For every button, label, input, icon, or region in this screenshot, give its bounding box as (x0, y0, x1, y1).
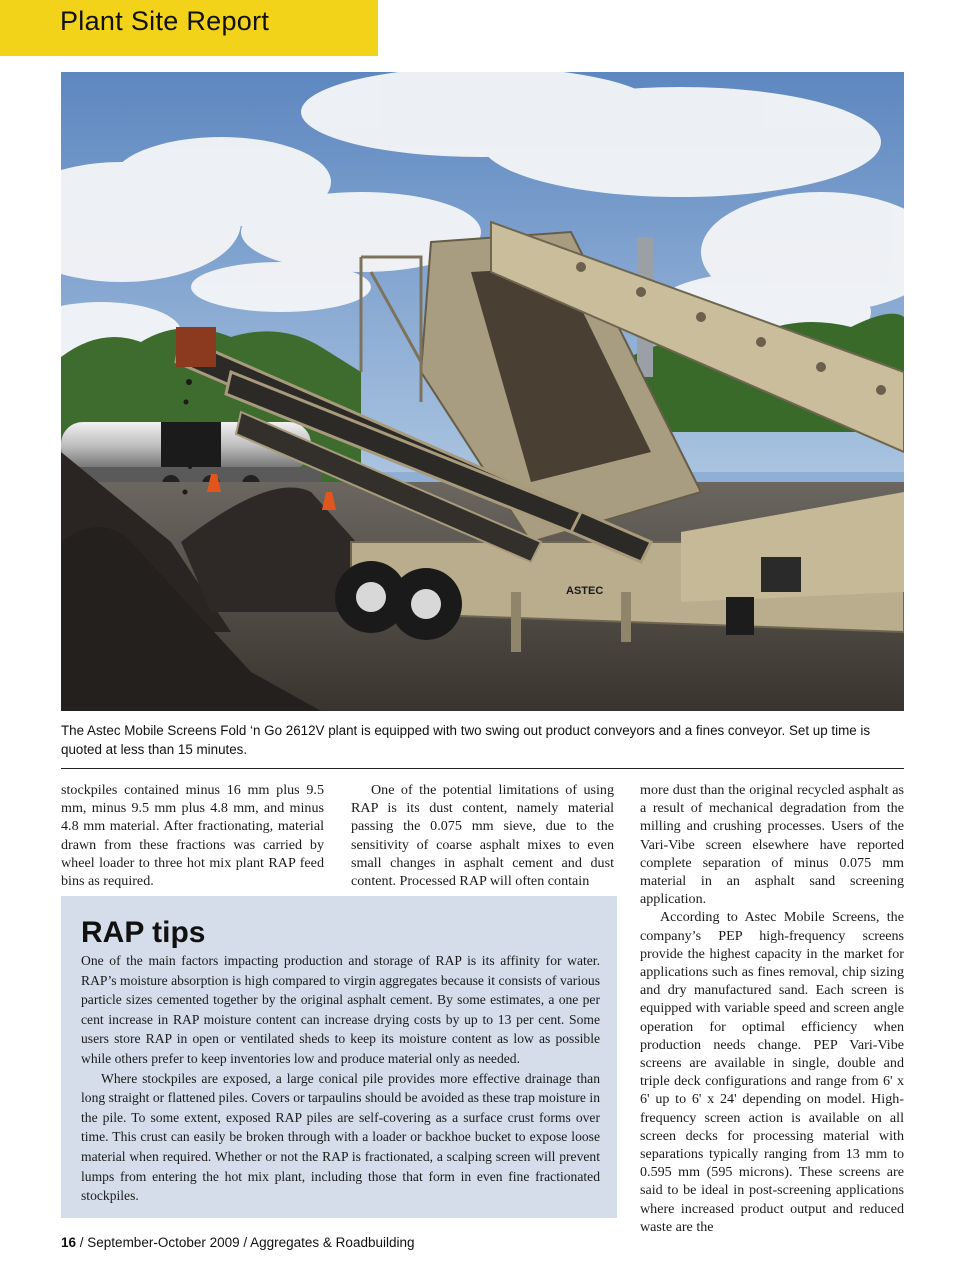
rap-tips-sidebar (61, 896, 617, 1218)
column-paragraph: One of the potential limitations of using RAP is its dust content, namely material passing the 0.075 mm sieve, due to the sensitivity of coarse asphalt mixes to even small changes in asphalt cement and dust content. Processed RAP will often contain (351, 782, 614, 890)
sidebar-paragraph: Where stockpiles are exposed, a large conical pile provides more effective drainage than long straight or flattened piles. Covers or tarpaulins should be avoided as these trap moisture in the pile. To some extent, exposed RAP piles are self-covering as a surface crust forms over time. This crust can easily be broken through with a loader or backhoe bucket to expose loose material when required. Whether or not the RAP is fractionated, a scalping screen will prevent lumps from entering the hot mix plant, including those that form in even fine fractionated stockpiles. (81, 1070, 600, 1204)
column-paragraph: According to Astec Mobile Screens, the company’s PEP high-frequency screens provide the highest capacity in the market for applications such as fines removal, chip sizing and dry manufactured sand. Each screen is equipped with variable speed and screen angle operation for optimal efficiency when production needs change. PEP Vari-Vibe screens are available in single, double and triple deck configurations and range from 6' x 6' up to 6' x 24' depending on model. High-frequency screen action is available on all screen decks for processing material with separations typically ranging from 13 mm to 0.595 mm (595 microns). These screens are said to be ideal in post-screening applications where increased product output and reduced waste are the (640, 909, 904, 1235)
page-number: 16 (61, 1235, 77, 1250)
text-column-1 (61, 781, 324, 890)
caption-divider (61, 768, 904, 769)
sidebar-body (81, 951, 600, 1206)
column-paragraph: stockpiles contained minus 16 mm plus 9.5 mm, minus 9.5 mm plus 4.8 mm, and minus 4.8 mm material. After fractionating, material drawn from these fractions was carried by wheel loader to three hot mix plant RAP feed bins as required. (61, 782, 324, 890)
text-column-3 (640, 781, 904, 1236)
section-banner (0, 0, 378, 56)
sidebar-paragraph: One of the main factors impacting production and storage of RAP is its affinity for water. RAP’s moisture absorption is high compared to virgin aggregates because it consists of various particle sizes cemented together by the original asphalt cement. By some estimates, a one per cent increase in RAP moisture content can increase drying costs by up to 13 per cent. Some users store RAP in open or ventilated sheds to keep its moisture content as low as possible while others prefer to keep inventories low and produce material only as needed. (81, 953, 600, 1066)
astec-logo-text: ASTEC (566, 585, 604, 597)
column-paragraph: more dust than the original recycled asphalt as a result of mechanical degradation from the milling and crushing processes. Users of the Vari-Vibe screen elsewhere have reported complete separation of minus 0.075 mm material in an asphalt sand screening application. (640, 782, 904, 908)
photo-caption: The Astec Mobile Screens Fold ‘n Go 2612V plant is equipped with two swing out product conveyors and a fines conveyor. Set up time is quoted at less than 15 minutes. (61, 723, 871, 757)
sidebar-title: RAP tips (81, 916, 206, 949)
section-title: Plant Site Report (60, 6, 270, 36)
plant-photo (61, 72, 904, 711)
issue-info: / September-October 2009 / Aggregates & Roadbuilding (76, 1235, 415, 1250)
text-column-2 (351, 781, 614, 890)
page-footer (61, 1235, 415, 1250)
